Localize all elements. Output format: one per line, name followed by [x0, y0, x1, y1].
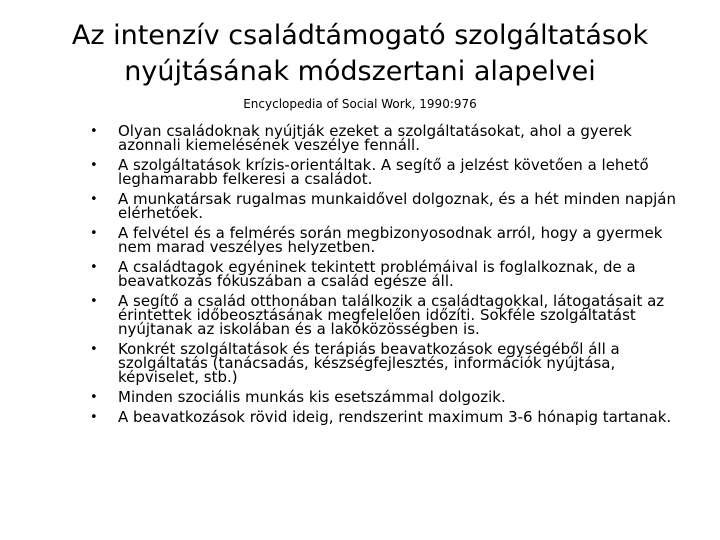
bullet-dot-icon: •	[90, 158, 98, 173]
bullet-item	[90, 342, 680, 384]
bullet-dot-icon: •	[90, 192, 98, 207]
bullet-dot-icon: •	[90, 124, 98, 139]
bullet-item	[90, 410, 680, 424]
bullet-item	[90, 124, 680, 152]
bullet-text: Olyan családoknak nyújtják ezeket a szolgáltatásokat, ahol a gyerek azonnali kiemelésének veszélye fennáll.	[118, 122, 632, 154]
bullet-text: A beavatkozások rövid ideig, rendszerint maximum 3-6 hónapig tartanak.	[118, 408, 672, 426]
bullet-text: A segítő a család otthonában találkozik a családtagokkal, látogatásait az érintettek időbeosztásának megfelelően időzíti. Sokféle szolgáltatást nyújtanak az iskolában és a lakóközösségben is.	[118, 292, 665, 338]
bullet-item	[90, 192, 680, 220]
bullet-item	[90, 390, 680, 404]
bullet-dot-icon: •	[90, 342, 98, 357]
slide-title: Az intenzív családtámogató szolgáltatások nyújtásának módszertani alapelvei	[71, 20, 649, 87]
bullet-dot-icon: •	[90, 390, 98, 405]
bullet-item	[90, 158, 680, 186]
bullet-item	[90, 294, 680, 336]
bullet-dot-icon: •	[90, 410, 98, 425]
bullet-text: Minden szociális munkás kis esetszámmal dolgozik.	[118, 388, 506, 406]
bullet-dot-icon: •	[90, 294, 98, 309]
bullet-text: A felvétel és a felmérés során megbizonyosodnak arról, hogy a gyermek nem marad veszélyes helyzetben.	[118, 224, 663, 256]
bullet-text: Konkrét szolgáltatások és terápiás beavatkozások egységéből áll a szolgáltatás (tanácsadás, készségfejlesztés, információk nyújtása, képviselet, stb.)	[118, 340, 620, 386]
bullet-text: A munkatársak rugalmas munkaidővel dolgoznak, és a hét minden napján elérhetőek.	[118, 190, 676, 222]
bullet-text: A szolgáltatások krízis-orientáltak. A segítő a jelzést követően a lehető leghamarabb felkeresi a családot.	[118, 156, 649, 188]
bullet-item	[90, 260, 680, 288]
source-citation: Encyclopedia of Social Work, 1990:976	[243, 97, 477, 111]
bullet-text: A családtagok egyéninek tekintett problémáival is foglalkoznak, de a beavatkozás fókuszában a család egésze áll.	[118, 258, 636, 290]
bullet-dot-icon: •	[90, 260, 98, 275]
bullet-list	[90, 124, 680, 430]
bullet-item	[90, 226, 680, 254]
bullet-dot-icon: •	[90, 226, 98, 241]
